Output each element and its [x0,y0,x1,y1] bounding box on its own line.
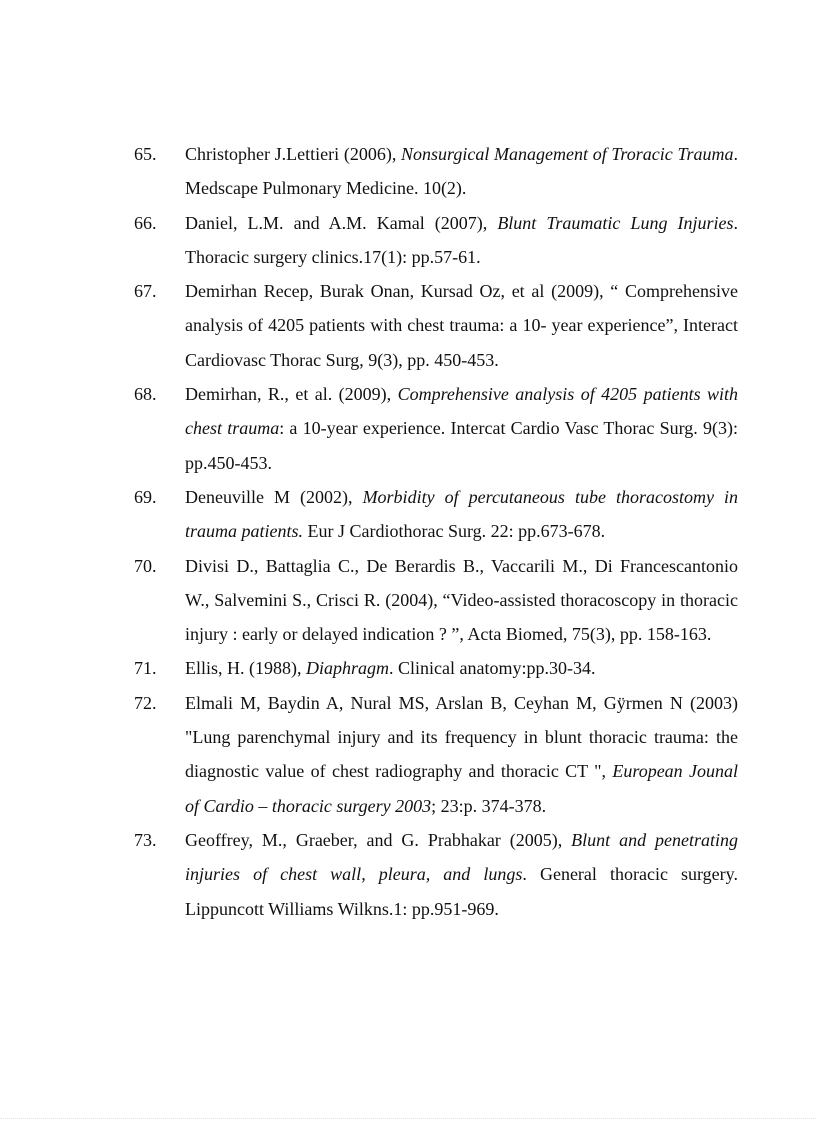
reference-text-part: Eur J Cardiothorac Surg. 22: pp.673-678. [303,521,606,542]
reference-entry [134,549,738,652]
reference-text-part: : a 10-year experience. Intercat Cardio Vasc Thorac Surg. 9(3): pp.450-453. [185,418,738,473]
reference-number: 69. [134,486,157,507]
reference-title-italic: Morbidity of percutaneous tube thoracostomy in trauma patients. [185,486,738,542]
reference-entry [134,823,738,926]
reference-text-part: ; 23:p. 374-378. [431,795,547,816]
reference-entry [134,377,738,480]
reference-text [185,206,738,275]
reference-text [185,274,738,377]
reference-entry [134,274,738,377]
reference-text-part: . General thoracic surgery. Lippuncott Williams Wilkns.1: pp.951-969. [185,864,738,919]
reference-text [185,823,738,926]
reference-entry [134,137,738,206]
reference-text-part: Deneuville M (2002), [185,486,363,507]
reference-text-part: Christopher J.Lettieri (2006), [185,144,402,164]
reference-entry [134,206,738,275]
reference-title-italic: Blunt and penetrating injuries of chest wall, pleura, and lungs [185,829,738,885]
reference-text-part: . Thoracic surgery clinics.17(1): pp.57-61. [185,212,739,267]
reference-entry [134,480,738,549]
reference-text-part: Elmali M, Baydin A, Nural MS, Arslan B, Ceyhan M, Gÿrmen N (2003) "Lung parenchymal injury and its frequency in blunt thoracic trauma: the diagnostic value of chest radiography and thoracic CT ", [185,692,738,782]
reference-text-part: Demirhan, R., et al. (2009), [185,384,398,405]
reference-number: 65. [134,144,157,164]
reference-text-part: Ellis, H. (1988), [185,658,306,679]
reference-title-italic: European Jounal of Cardio – thoracic surgery 2003 [185,761,739,816]
reference-entry [134,686,738,823]
reference-title-italic: Blunt Traumatic Lung Injuries [497,212,734,233]
reference-text [185,549,738,652]
reference-text [185,651,738,685]
reference-text [185,686,738,823]
reference-title-italic: Diaphragm [306,658,390,679]
reference-number: 67. [134,281,157,302]
reference-number: 66. [134,212,157,233]
reference-number: 70. [134,555,157,576]
reference-text-part: Daniel, L.M. and A.M. Kamal (2007), [185,212,498,233]
reference-number: 73. [134,829,157,850]
reference-text-part: Divisi D., Battaglia C., De Berardis B., Vaccarili M., Di Francescantonio W., Salvemini S., Crisci R. (2004), “Video-assisted thoracoscopy in thoracic injury : early or delayed indication ? ”, Acta Biomed, 75(3), pp. 158-163. [185,555,738,645]
reference-number: 71. [134,658,157,679]
reference-list [134,137,738,926]
reference-text-part: Demirhan Recep, Burak Onan, Kursad Oz, et al (2009), “ Comprehensive analysis of 4205 patients with chest trauma: a 10- year experience”, Interact Cardiovasc Thorac Surg, 9(3), pp. 450-453. [185,281,738,370]
reference-text [185,480,738,549]
reference-text [185,137,738,206]
page-bottom-edge [0,1118,816,1123]
reference-title-italic: Comprehensive analysis of 4205 patients with chest trauma [185,384,739,439]
reference-title-italic: Nonsurgical Management of Troracic Trauma [401,144,734,164]
reference-text [185,377,738,480]
reference-text-part: Geoffrey, M., Graeber, and G. Prabhakar (2005), [185,829,572,850]
reference-number: 72. [134,692,157,713]
reference-entry [134,651,738,685]
reference-text-part: . Clinical anatomy:pp.30-34. [389,658,596,679]
reference-text-part: . Medscape Pulmonary Medicine. 10(2). [185,144,738,199]
reference-number: 68. [134,384,157,405]
